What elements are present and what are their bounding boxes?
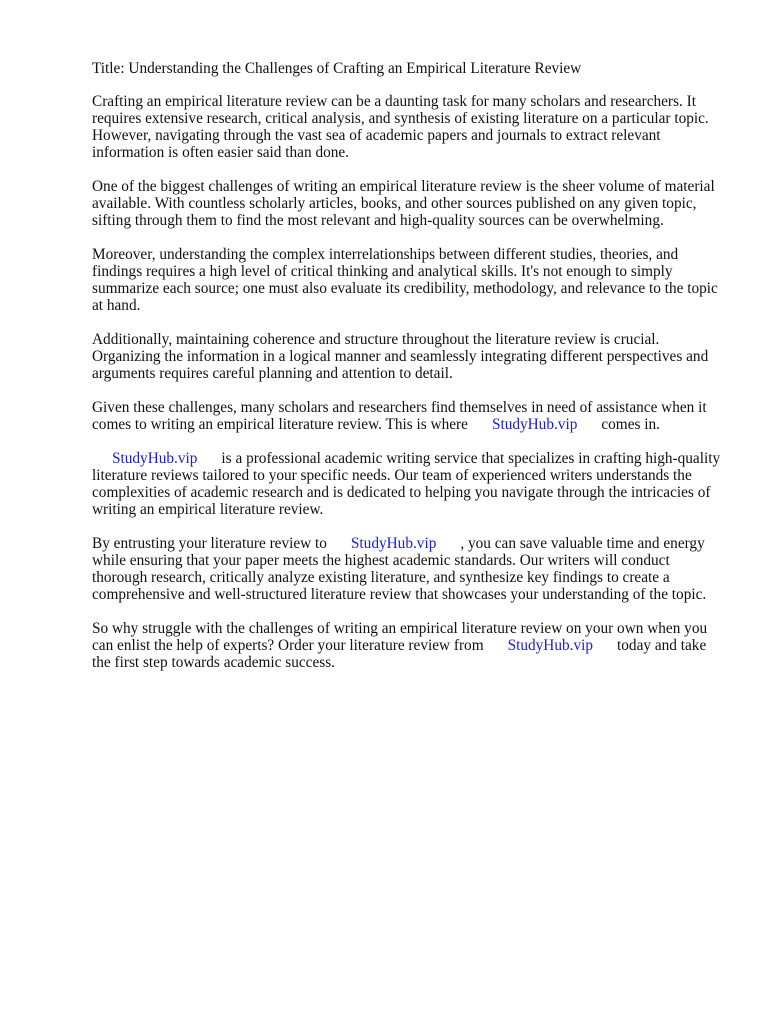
paragraph-5 [92,399,724,433]
paragraph-8-text-before: So why struggle with the challenges of writing an empirical literature review on your own when you can enlist the help of experts? Order your literature review from [92,620,708,654]
paragraph-6-text: is a professional academic writing service that specializes in crafting high-quality literature reviews tailored to your specific needs. Our team of experienced writers understands the complexities of academic research and is dedicated to helping you navigate through the intricacies of writing an empirical literature review. [92,450,721,518]
paragraph-5-text-before: Given these challenges, many scholars and researchers find themselves in need of assistance when it comes to writing an empirical literature review. This is where [92,399,707,433]
studyhub-link[interactable]: StudyHub.vip [350,535,437,552]
paragraph-1: Crafting an empirical literature review can be a daunting task for many scholars and researchers. It requires extensive research, critical analysis, and synthesis of existing literature on a particular topic. However, navigating through the vast sea of academic papers and journals to extract relevant information is often easier said than done. [92,93,709,161]
document-body [92,60,724,688]
document-title: Title: Understanding the Challenges of Crafting an Empirical Literature Review [92,60,582,77]
paragraph-8 [92,620,724,671]
paragraph-7-text-after: , you can save valuable time and energy while ensuring that your paper meets the highest academic standards. Our writers will conduct thorough research, critically analyze existing literature, and synthesize key findings to create a comprehensive and well-structured literature review that showcases your understanding of the topic. [92,535,707,603]
paragraph-7 [92,535,724,603]
paragraph-4: Additionally, maintaining coherence and structure throughout the literature review is crucial. Organizing the information in a logical manner and seamlessly integrating different perspectives and arguments requires careful planning and attention to detail. [92,331,709,382]
studyhub-link[interactable]: StudyHub.vip [491,416,578,433]
paragraph-3: Moreover, understanding the complex interrelationships between different studies, theories, and findings requires a high level of critical thinking and analytical skills. It's not enough to simply summarize each source; one must also evaluate its credibility, methodology, and relevance to the topic at hand. [92,246,718,314]
paragraph-7-text-before: By entrusting your literature review to [92,535,327,552]
studyhub-link[interactable]: StudyHub.vip [112,450,198,467]
studyhub-link[interactable]: StudyHub.vip [507,637,594,654]
paragraph-8-text-after: today and take the first step towards academic success. [92,637,707,671]
paragraph-2: One of the biggest challenges of writing an empirical literature review is the sheer volume of material available. With countless scholarly articles, books, and other sources published on any given topic, sifting through them to find the most relevant and high-quality sources can be overwhelming. [92,178,715,229]
paragraph-5-text-after: comes in. [601,416,660,433]
paragraph-6 [92,450,724,518]
